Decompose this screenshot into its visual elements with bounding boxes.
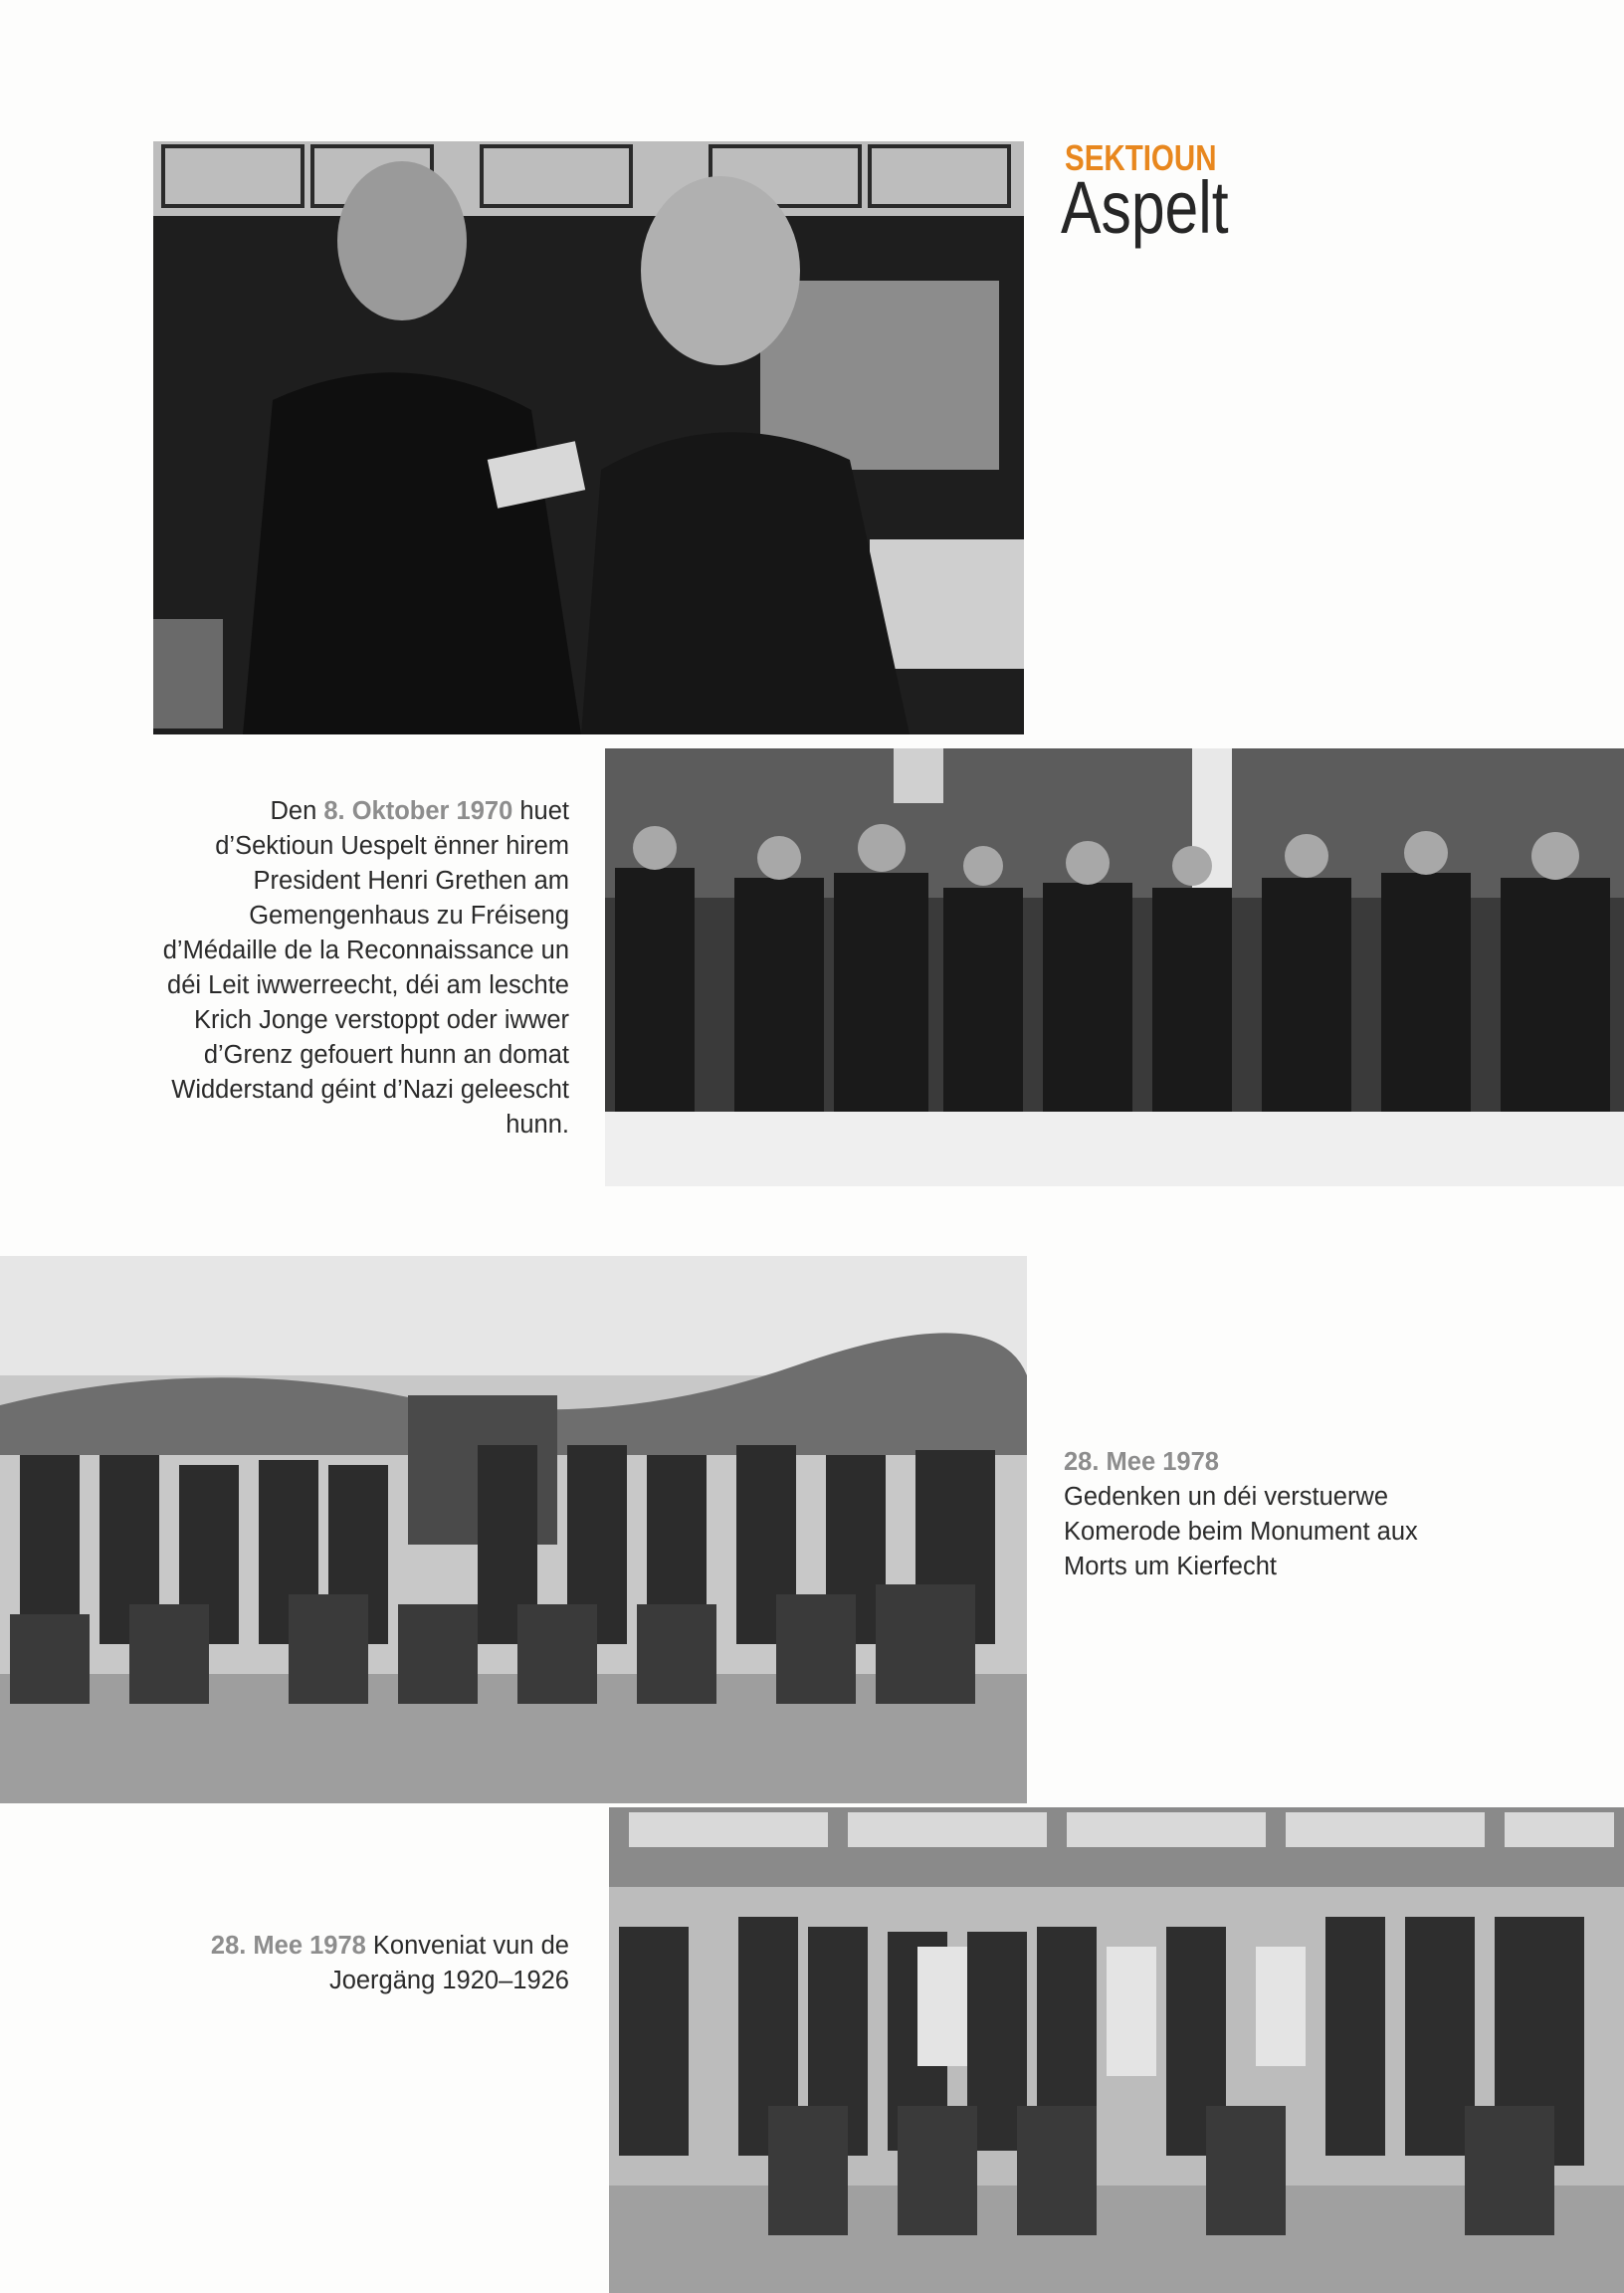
photo-ceremony-group [605, 748, 1624, 1186]
caption-cemetery-text: Gedenken un déi verstuerwe Komerode beim Monument aux Morts um Kierfecht [1064, 1483, 1418, 1580]
photo-cemetery-group-image [0, 1256, 1027, 1803]
caption-cemetery-date: 28. Mee 1978 [1064, 1448, 1219, 1476]
caption-medal-pre: Den [270, 797, 324, 825]
photo-medal-ceremony-image [153, 141, 1024, 734]
photo-medal-ceremony [153, 141, 1024, 734]
caption-medal-ceremony [149, 794, 569, 1143]
photo-reunion-group-image [609, 1807, 1624, 2293]
section-label: SEKTIOUN [1065, 137, 1217, 178]
caption-cemetery [1064, 1445, 1482, 1584]
section-title: Aspelt [1061, 166, 1229, 249]
photo-ceremony-group-image [605, 748, 1624, 1186]
caption-medal-text: huet d’Sektioun Uespelt ënner hirem President Henri Grethen am Gemengenhaus zu Fréiseng d’Médaille de la Reconnaissance un déi Leit iwwerreecht, déi am leschte Krich Jonge verstoppt oder iwwer d’Grenz gefouert hunn an domat Widderstand géint d’Nazi geleescht hunn. [162, 797, 569, 1139]
photo-cemetery-group [0, 1256, 1027, 1803]
photo-reunion-group [609, 1807, 1624, 2293]
caption-reunion-date: 28. Mee 1978 [210, 1932, 366, 1960]
caption-reunion-text: Konveniat vun de Joergäng 1920–1926 [328, 1932, 569, 1994]
caption-reunion [149, 1929, 569, 1998]
caption-medal-date: 8. Oktober 1970 [323, 797, 513, 825]
